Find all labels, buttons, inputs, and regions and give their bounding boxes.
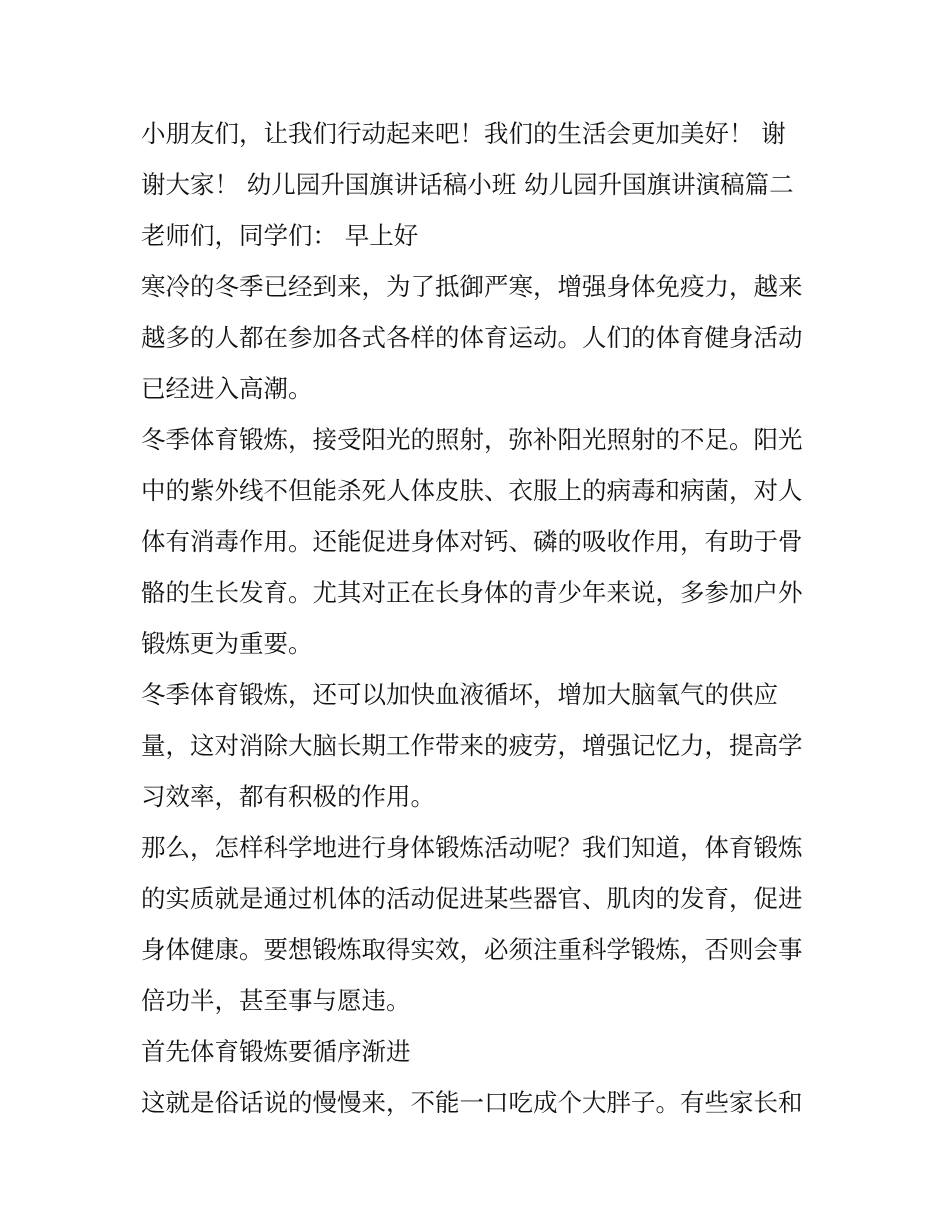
text-line: 倍功半，甚至事与愿违。 [141,986,411,1015]
text-line: 冬季体育锻炼，接受阳光的照射，弥补阳光照射的不足。阳光 [141,425,803,454]
text-line: 这就是俗话说的慢慢来，不能一口吃成个大胖子。有些家长和 [141,1088,803,1117]
text-line: 已经进入高潮。 [141,374,313,403]
text-line: 习效率，都有积极的作用。 [141,782,435,811]
body-text [141,108,821,1128]
text-line: 量，这对消除大脑长期工作带来的疲劳，增强记忆力，提高学 [141,731,803,760]
text-line: 骼的生长发育。尤其对正在长身体的青少年来说，多参加户外 [141,578,803,607]
text-line: 的实质就是通过机体的活动促进某些器官、肌肉的发育，促进 [141,884,803,913]
text-line: 寒冷的冬季已经到来，为了抵御严寒，增强身体免疫力，越来 [141,272,803,301]
text-line: 体有消毒作用。还能促进身体对钙、磷的吸收作用，有助于骨 [141,527,803,556]
text-line: 冬季体育锻炼，还可以加快血液循坏，增加大脑氧气的供应 [141,680,778,709]
text-line: 首先体育锻炼要循序渐进 [141,1037,411,1066]
text-line: 那么，怎样科学地进行身体锻炼活动呢？我们知道，体育锻炼 [141,833,803,862]
text-line: 老师们，同学们： 早上好 [141,221,419,250]
text-line: 谢大家！ 幼儿园升国旗讲话稿小班 幼儿园升国旗讲演稿篇二 [141,170,794,199]
text-line: 身体健康。要想锻炼取得实效，必须注重科学锻炼，否则会事 [141,935,803,964]
text-line: 锻炼更为重要。 [141,629,313,658]
text-line: 小朋友们，让我们行动起来吧！我们的生活会更加美好！ 谢 [141,119,786,148]
text-line: 越多的人都在参加各式各样的体育运动。人们的体育健身活动 [141,323,803,352]
text-line: 中的紫外线不但能杀死人体皮肤、衣服上的病毒和病菌，对人 [141,476,803,505]
